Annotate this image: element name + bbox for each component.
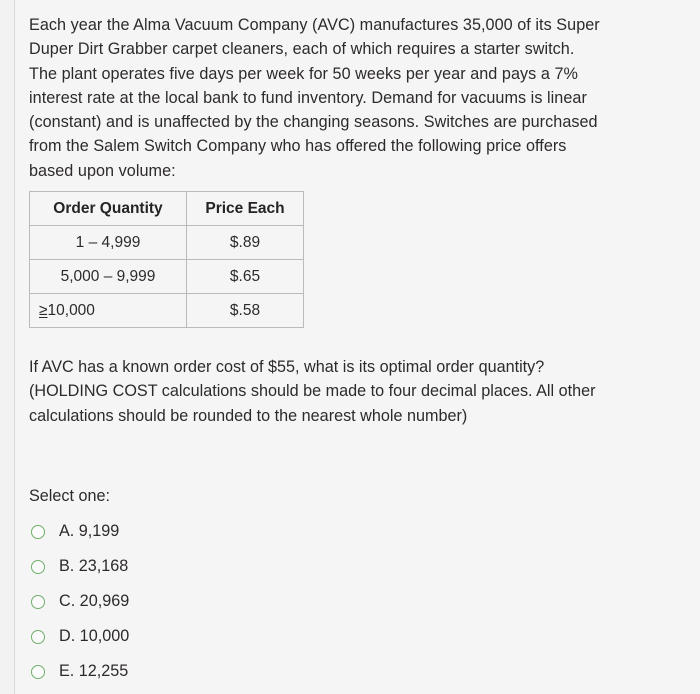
table-row: [30, 294, 304, 328]
table-header-row: [30, 192, 304, 226]
option-label: B. 23,168: [59, 557, 129, 575]
price-cell: $.89: [187, 226, 304, 260]
price-table: [29, 191, 304, 328]
followup-line: (HOLDING COST calculations should be made to four decimal places. All other: [29, 382, 596, 401]
option-label: D. 10,000: [59, 627, 130, 645]
answer-option-d[interactable]: [31, 619, 129, 654]
question-line: Each year the Alma Vacuum Company (AVC) manufactures 35,000 of its Super: [29, 16, 600, 34]
question-text: [29, 13, 659, 183]
answer-options: [31, 514, 129, 689]
greater-equal-symbol: ≥: [39, 301, 48, 319]
followup-line: If AVC has a known order cost of $55, what is its optimal order quantity?: [29, 358, 545, 376]
quantity-cell: 5,000 – 9,999: [30, 260, 187, 294]
header-price-each: Price Each: [187, 192, 304, 226]
select-one-label: Select one:: [29, 487, 110, 505]
price-cell: $.65: [187, 260, 304, 294]
answer-option-b[interactable]: [31, 549, 129, 584]
answer-option-a[interactable]: [31, 514, 129, 549]
question-line: (constant) and is unaffected by the changing seasons. Switches are purchased: [29, 113, 598, 132]
radio-button-icon[interactable]: [31, 595, 45, 609]
question-line: The plant operates five days per week for 50 weeks per year and pays a 7%: [29, 64, 578, 83]
followup-line: calculations should be rounded to the nearest whole number): [29, 406, 468, 425]
question-line: based upon volume:: [29, 161, 176, 180]
answer-option-c[interactable]: [31, 584, 129, 619]
quantity-value: 10,000: [47, 301, 95, 319]
radio-button-icon[interactable]: [31, 665, 45, 679]
question-line: Duper Dirt Grabber carpet cleaners, each of which requires a starter switch.: [29, 40, 575, 59]
quantity-cell: [30, 294, 187, 328]
header-order-quantity: Order Quantity: [30, 192, 187, 226]
radio-button-icon[interactable]: [31, 560, 45, 574]
table-row: [30, 226, 304, 260]
radio-button-icon[interactable]: [31, 525, 45, 539]
followup-question: [29, 355, 659, 428]
question-line: interest rate at the local bank to fund inventory. Demand for vacuums is linear: [29, 88, 587, 107]
option-label: E. 12,255: [59, 662, 129, 680]
option-label: C. 20,969: [59, 592, 130, 610]
price-cell: $.58: [187, 294, 304, 328]
quantity-cell: 1 – 4,999: [30, 226, 187, 260]
answer-option-e[interactable]: [31, 654, 129, 689]
option-label: A. 9,199: [59, 522, 120, 540]
radio-button-icon[interactable]: [31, 630, 45, 644]
table-row: [30, 260, 304, 294]
question-line: from the Salem Switch Company who has offered the following price offers: [29, 137, 567, 156]
